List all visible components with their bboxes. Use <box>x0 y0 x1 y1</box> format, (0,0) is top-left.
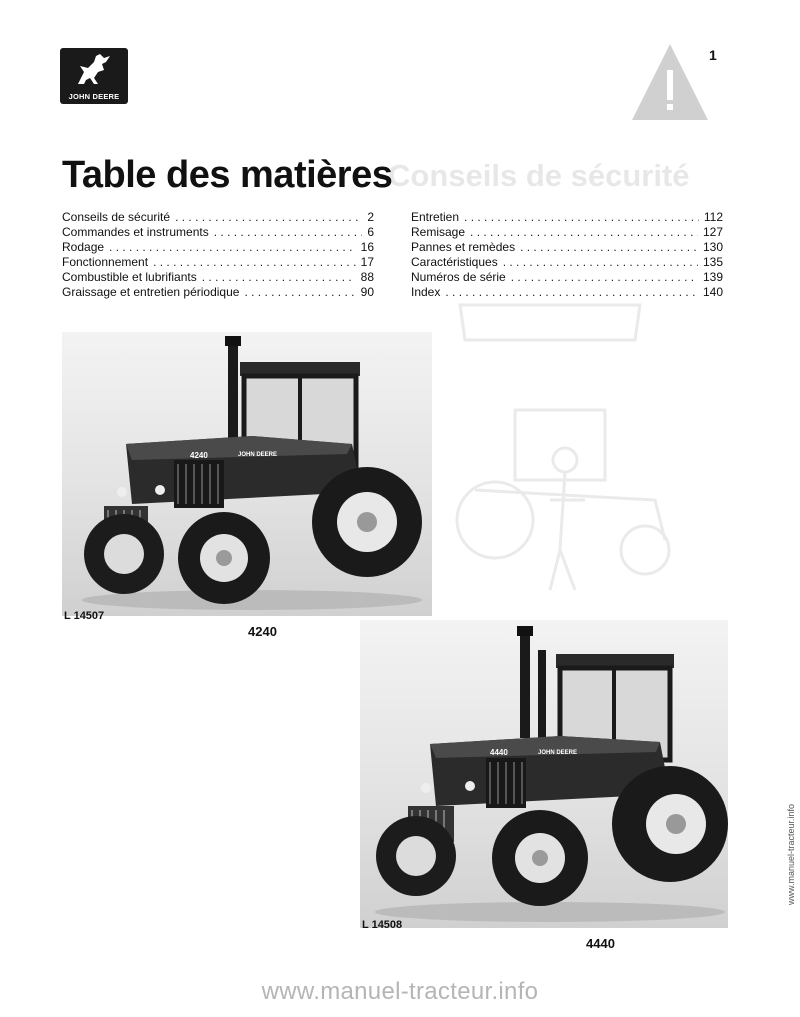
toc-entry-page: 16 <box>360 240 374 254</box>
toc-entry <box>411 225 723 240</box>
page-number: 1 <box>709 47 717 63</box>
warning-triangle-icon <box>628 40 712 124</box>
toc-entry-page: 127 <box>702 225 723 239</box>
tractor-4440-photo <box>360 620 728 928</box>
toc-entry-label: Graissage et entretien périodique <box>62 285 240 299</box>
toc-entry-page: 17 <box>360 255 374 269</box>
toc-entry-page: 2 <box>367 210 374 224</box>
toc-entry-label: Entretien <box>411 210 460 224</box>
toc-entry <box>62 270 374 285</box>
toc-entry-page: 6 <box>367 225 374 239</box>
toc-entry-label: Numéros de série <box>411 270 506 284</box>
logo-wordmark: JOHN DEERE <box>68 92 120 101</box>
toc-leader-dots <box>445 285 698 300</box>
toc-leader-dots <box>175 210 362 225</box>
toc-leader-dots <box>511 270 698 285</box>
toc-entry-page: 130 <box>702 240 723 254</box>
toc-entry <box>411 285 723 300</box>
ghost-heading: Conseils de sécurité <box>388 158 690 193</box>
john-deere-logo <box>60 48 128 104</box>
hood-brand-badge: JOHN DEERE <box>238 452 278 458</box>
toc-leader-dots <box>244 285 355 300</box>
toc-entry-label: Fonctionnement <box>62 255 149 269</box>
toc-leader-dots <box>470 225 698 240</box>
toc-entry-label: Caractéristiques <box>411 255 498 269</box>
toc-entry-label: Rodage <box>62 240 105 254</box>
toc-entry-label: Index <box>411 285 441 299</box>
hood-model-badge: 4440 <box>490 748 508 757</box>
toc-entry <box>62 240 374 255</box>
toc-left-column <box>62 210 374 300</box>
toc-entry-page: 90 <box>360 285 374 299</box>
toc-entry <box>62 210 374 225</box>
toc-right-column <box>411 210 723 300</box>
footer-watermark: www.manuel-tracteur.info <box>261 978 539 1005</box>
tractor-illustration <box>360 620 728 928</box>
toc-entry <box>62 225 374 240</box>
tractor-illustration <box>62 332 432 616</box>
tractor-4240-photo <box>62 332 432 616</box>
toc-entry-label: Combustible et lubrifiants <box>62 270 197 284</box>
bleed-through-strip <box>455 300 645 345</box>
toc-leader-dots <box>464 210 699 225</box>
toc-entry <box>62 285 374 300</box>
deer-logo-icon <box>60 48 128 94</box>
toc-leader-dots <box>153 255 356 270</box>
toc-leader-dots <box>109 240 356 255</box>
toc-entry-page: 88 <box>360 270 374 284</box>
toc-entry <box>411 255 723 270</box>
figure-caption: 4240 <box>248 624 277 639</box>
toc-leader-dots <box>503 255 698 270</box>
hood-brand-badge: JOHN DEERE <box>538 750 578 756</box>
toc-entry-page: 140 <box>702 285 723 299</box>
toc-entry-label: Pannes et remèdes <box>411 240 516 254</box>
toc-entry <box>62 255 374 270</box>
toc-leader-dots <box>520 240 698 255</box>
toc-entry-page: 112 <box>703 210 723 224</box>
toc-entry <box>411 270 723 285</box>
figure-reference: L 14508 <box>362 919 403 931</box>
bleed-through-illustration <box>455 390 685 610</box>
hood-model-badge: 4240 <box>190 451 208 460</box>
toc-entry-page: 139 <box>702 270 723 284</box>
figure-reference: L 14507 <box>64 610 105 622</box>
toc-entry <box>411 210 723 225</box>
toc-leader-dots <box>202 270 356 285</box>
figure-caption: 4440 <box>586 936 615 951</box>
toc-entry-label: Remisage <box>411 225 466 239</box>
toc-entry <box>411 240 723 255</box>
toc-entry-label: Conseils de sécurité <box>62 210 171 224</box>
toc-entry-page: 135 <box>702 255 723 269</box>
toc-entry-label: Commandes et instruments <box>62 225 209 239</box>
side-watermark: www.manuel-tracteur.info <box>786 803 796 905</box>
toc-leader-dots <box>214 225 363 240</box>
page-title: Table des matières <box>62 154 393 196</box>
